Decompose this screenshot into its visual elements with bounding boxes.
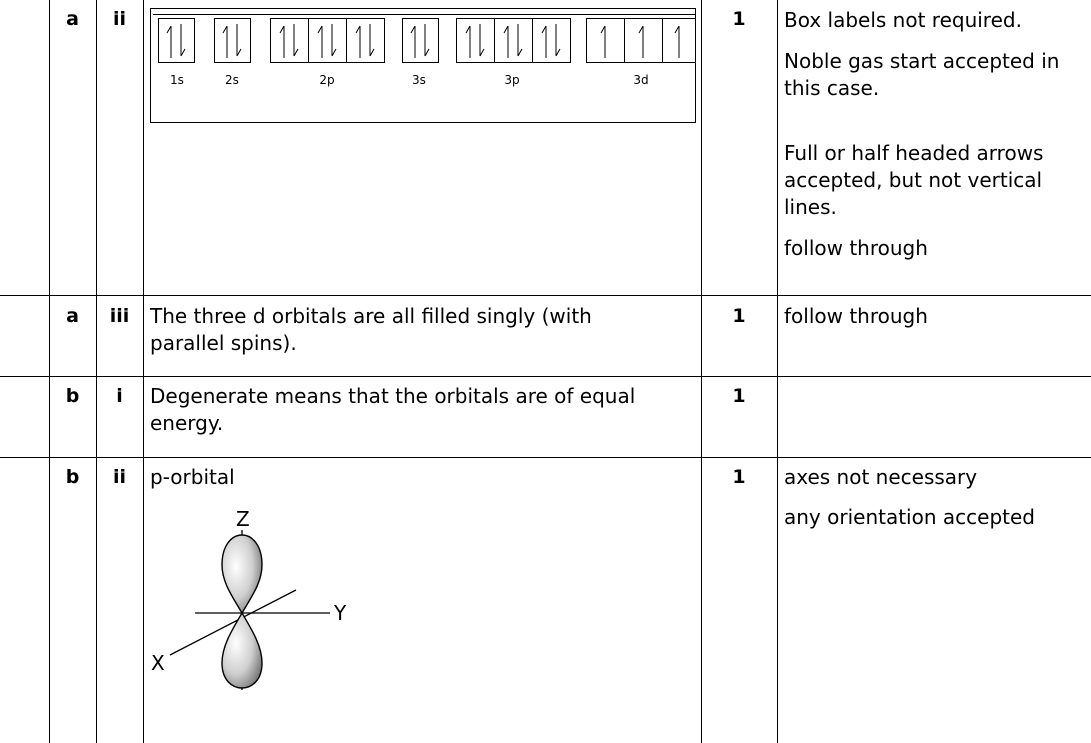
row1-note-4: follow through: [784, 236, 928, 260]
row2-note-1: follow through: [784, 304, 928, 328]
orbital-3p: [457, 19, 571, 63]
row3-part: b: [65, 385, 80, 407]
orbital-2s: [215, 19, 251, 63]
row2-answer: The three d orbitals are all filled singly (with parallel spins).: [150, 304, 592, 355]
row4-answer: p-orbital: [150, 465, 235, 489]
p-orbital-diagram: [151, 507, 347, 690]
spin-pair-arrows-icon: [223, 24, 241, 58]
axis-label-z: Z: [236, 507, 250, 531]
row4-mark: 1: [732, 466, 746, 488]
row3-sub: i: [116, 385, 123, 407]
orbital-1s: [159, 19, 195, 63]
orbital-label-3d: 3d: [633, 73, 649, 87]
orbital-label-3p: 3p: [504, 73, 520, 87]
row1-note-2: Noble gas start accepted in this case.: [784, 49, 1060, 100]
row4-sub: ii: [112, 466, 127, 488]
row4-note-1: axes not necessary: [784, 465, 978, 489]
row4-note-2: any orientation accepted: [784, 505, 1035, 529]
orbital-3d: [587, 19, 696, 63]
row4-part: b: [65, 466, 80, 488]
row3-answer: Degenerate means that the orbitals are of equal energy.: [150, 384, 636, 435]
spin-pair-arrows-icon: [167, 24, 185, 58]
orbital-label-1s: 1s: [170, 73, 184, 87]
row1-note-3: Full or half headed arrows accepted, but not vertical lines.: [784, 141, 1044, 219]
row1-part: a: [66, 8, 79, 30]
row2-sub: iii: [109, 305, 130, 327]
orbital-label-2s: 2s: [225, 73, 239, 87]
spin-pair-arrows-icon: [411, 24, 429, 58]
orbital-3s: [403, 19, 439, 63]
row1-mark: 1: [732, 8, 746, 30]
orbital-upper-lobe: [222, 535, 262, 613]
single-spin-arrows-icon: [601, 26, 679, 58]
row1-sub: ii: [112, 8, 127, 30]
orbital-lower-lobe: [222, 613, 262, 688]
orbital-label-2p: 2p: [319, 73, 335, 87]
row1-note-1: Box labels not required.: [784, 8, 1022, 32]
axis-label-y: Y: [334, 601, 347, 625]
orbital-box-diagram: [151, 9, 696, 123]
spin-pair-arrows-icon: [466, 24, 560, 58]
row3-mark: 1: [732, 385, 746, 407]
row2-part: a: [66, 305, 79, 327]
axis-label-x: X: [151, 651, 165, 675]
orbital-label-3s: 3s: [412, 73, 426, 87]
row2-mark: 1: [732, 305, 746, 327]
orbital-2p: [271, 19, 385, 63]
spin-pair-arrows-icon: [280, 24, 374, 58]
